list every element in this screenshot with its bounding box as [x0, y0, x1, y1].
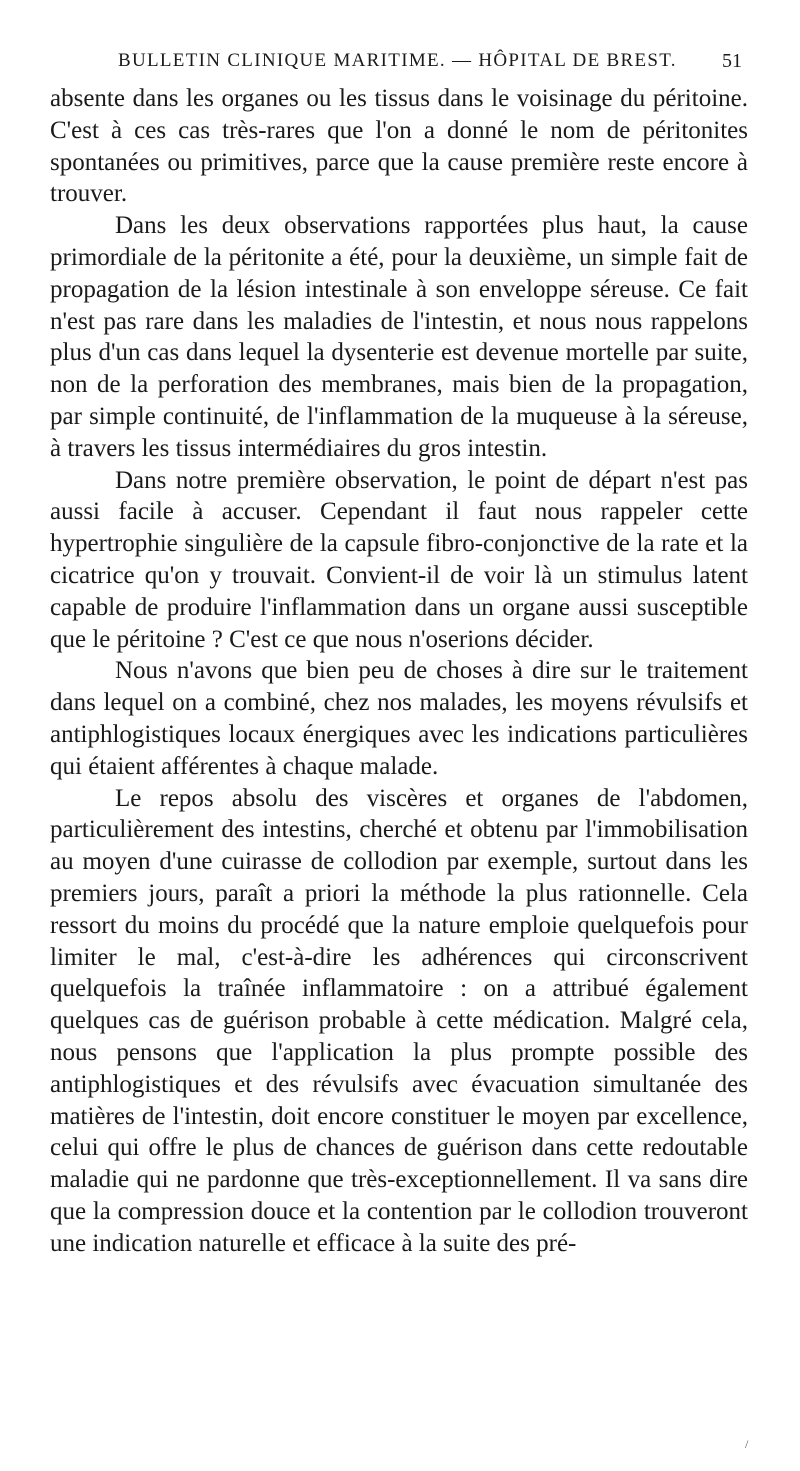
- page-number: 51: [722, 50, 742, 72]
- body-text: [50, 83, 748, 1259]
- margin-mark: /: [745, 1437, 749, 1451]
- paragraph-repos-absolu: Le repos absolu des viscères et organes de l'abdomen, particulièrement des intestins, cherché et obtenu par l'immobilisation au moyen d'une cuirasse de collodion par exemple, surtout dans les premiers jours, paraît a priori la méthode la plus rationnelle. Cela ressort du moins du procédé que la nature emploie quelquefois pour limiter le mal, c'est-à-dire les adhérences qui circonscrivent quelquefois la traînée inflammatoire : on a attribué également quelques cas de guérison probable à cette médication. Malgré cela, nous pensons que l'application la plus prompte possible des antiphlogistiques et des révulsifs avec évacuation simultanée des matières de l'intestin, doit encore constituer le moyen par excellence, celui qui offre le plus de chances de guérison dans cette redoutable maladie qui ne pardonne que très-exceptionnellement. Il va sans dire que la compression douce et la contention par le collodion trouveront une indication naturelle et efficace à la suite des pré-: [50, 784, 748, 1257]
- paragraph-continuation: absente dans les organes ou les tissus dans le voisinage du péritoine. C'est à ces cas très-rares que l'on a donné le nom de péritonites spontanées ou primitives, parce que la cause première reste encore à trouver.: [50, 85, 748, 208]
- paragraph-cause-primordiale: Dans les deux observations rapportées plus haut, la cause primordiale de la péritonite a été, pour la deuxième, un simple fait de propagation de la lésion intestinale à son enveloppe séreuse. Ce fait n'est pas rare dans les maladies de l'intestin, et nous nous rappelons plus d'un cas dans lequel la dysenterie est devenue mortelle par suite, non de la perforation des membranes, mais bien de la propagation, par simple continuité, de l'inflammation de la muqueuse à la séreuse, à travers les tissus intermédiaires du gros intestin.: [50, 212, 748, 462]
- paragraph-premiere-observation: Dans notre première observation, le point de départ n'est pas aussi facile à accuser. Cependant il faut nous rappeler cette hypertrophie singulière de la capsule fibro-conjonctive de la rate et la cicatrice qu'on y trouvait. Convient-il de voir là un stimulus latent capable de produire l'inflammation dans un organe aussi susceptible que le péritoine ? C'est ce que nous n'oserions décider.: [50, 466, 748, 653]
- running-header: [118, 50, 742, 80]
- running-title: BULLETIN CLINIQUE MARITIME. — HÔPITAL DE BREST.: [118, 50, 677, 71]
- paragraph-traitement: Nous n'avons que bien peu de choses à dire sur le traitement dans lequel on a combiné, chez nos malades, les moyens révulsifs et antiphlogistiques locaux énergiques avec les indications particulières qui étaient afférentes à chaque malade.: [50, 657, 748, 780]
